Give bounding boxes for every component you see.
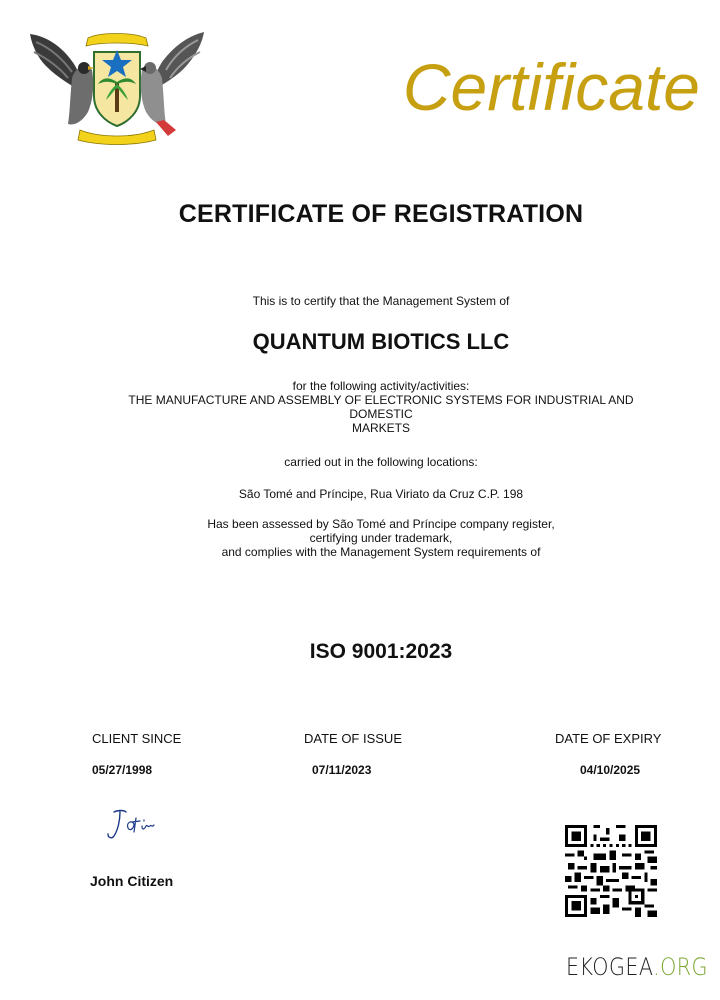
date-of-expiry-value: 04/10/2025 [580, 763, 641, 777]
handwritten-signature-icon [104, 806, 164, 846]
brand-suffix: .ORG [653, 953, 708, 981]
date-of-expiry-label: DATE OF EXPIRY [555, 731, 662, 746]
assessment-line: Has been assessed by São Tomé and Príncipe company register, [207, 517, 555, 531]
client-since-value: 05/27/1998 [92, 763, 153, 777]
activity-line: MARKETS [351, 421, 410, 435]
activity-block [90, 379, 672, 435]
page-title: CERTIFICATE OF REGISTRATION [178, 200, 584, 228]
activity-line: DOMESTIC [349, 407, 413, 421]
iso-standard: ISO 9001:2023 [309, 640, 453, 663]
assessment-statement [0, 517, 720, 559]
brand-watermark [566, 955, 708, 979]
company-name: QUANTUM BIOTICS LLC [252, 329, 510, 354]
client-since-label: CLIENT SINCE [92, 731, 182, 746]
location-address: São Tomé and Príncipe, Rua Viriato da Cruz C.P. 198 [238, 487, 524, 501]
signer-name: John Citizen [90, 873, 174, 889]
date-of-issue-value: 07/11/2023 [312, 763, 372, 777]
assessment-line: certifying under trademark, [309, 531, 453, 545]
activity-line: THE MANUFACTURE AND ASSEMBLY OF ELECTRONIC SYSTEMS FOR INDUSTRIAL AND [128, 393, 634, 407]
locations-label: carried out in the following locations: [284, 455, 478, 469]
coat-of-arms-icon [28, 26, 206, 146]
date-of-issue-label: DATE OF ISSUE [304, 731, 402, 746]
intro-text: This is to certify that the Management System of [252, 294, 510, 308]
assessment-line: and complies with the Management System requirements of [221, 545, 541, 559]
qr-code-icon [565, 825, 657, 917]
certificate-word: Certificate [402, 50, 700, 124]
brand-main: EKOGEA [566, 953, 654, 981]
activity-label: for the following activity/activities: [292, 379, 470, 393]
